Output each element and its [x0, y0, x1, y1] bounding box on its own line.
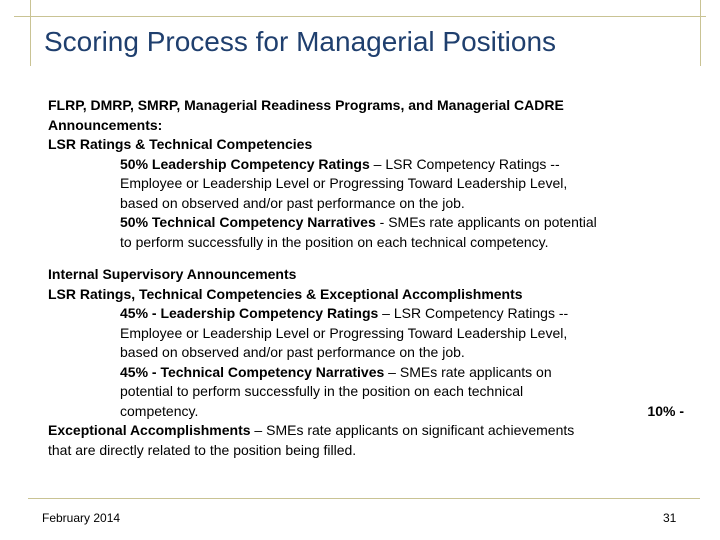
- section1-item1: 50% Leadership Competency Ratings – LSR Competency Ratings --: [120, 155, 560, 172]
- section1-heading-line1: FLRP, DMRP, SMRP, Managerial Readiness Programs, and Managerial CADRE: [48, 97, 564, 113]
- footer-date: February 2014: [42, 511, 121, 525]
- section2-item2-line2: potential to perform successfully in the position on each technical: [120, 383, 524, 399]
- slide-body: [48, 96, 698, 460]
- section1-item2-line2: to perform successfully in the position on each technical competency.: [120, 233, 549, 250]
- section1-subheading: LSR Ratings & Technical Competencies: [48, 136, 313, 152]
- section2-item3-line2: that are directly related to the position being filled.: [48, 441, 357, 458]
- section1-item1-line2: Employee or Leadership Level or Progressing Toward Leadership Level,: [120, 175, 568, 191]
- section1-item1-line3: based on observed and/or past performance on the job.: [120, 194, 465, 211]
- section2-item1: 45% - Leadership Competency Ratings – LSR Competency Ratings --: [120, 305, 569, 321]
- section2-item2: 45% - Technical Competency Narratives – SMEs rate applicants on: [120, 363, 552, 380]
- section2-item3-percent: 10% -: [647, 402, 684, 419]
- section1-item2: 50% Technical Competency Narratives - SMEs rate applicants on potential: [120, 214, 597, 230]
- slide-title: Scoring Process for Managerial Positions: [44, 26, 557, 57]
- section2-item1-line2: Employee or Leadership Level or Progressing Toward Leadership Level,: [120, 324, 568, 341]
- slide-frame-right-rule: [700, 0, 701, 66]
- slide-number: 31: [663, 511, 677, 525]
- section2-item3: Exceptional Accomplishments – SMEs rate applicants on significant achievements: [48, 422, 575, 438]
- section2-subheading: LSR Ratings, Technical Competencies & Exceptional Accomplishments: [48, 285, 523, 302]
- slide-frame-left-rule: [30, 0, 31, 66]
- slide-frame-top-rule: [14, 16, 706, 17]
- section2-item1-line3: based on observed and/or past performance on the job.: [120, 344, 465, 360]
- section1-heading-line2: Announcements:: [48, 116, 163, 133]
- footer-rule: [28, 498, 700, 499]
- section2-item2-line3: competency. 10% -: [48, 402, 698, 422]
- section2-heading: Internal Supervisory Announcements: [48, 266, 297, 282]
